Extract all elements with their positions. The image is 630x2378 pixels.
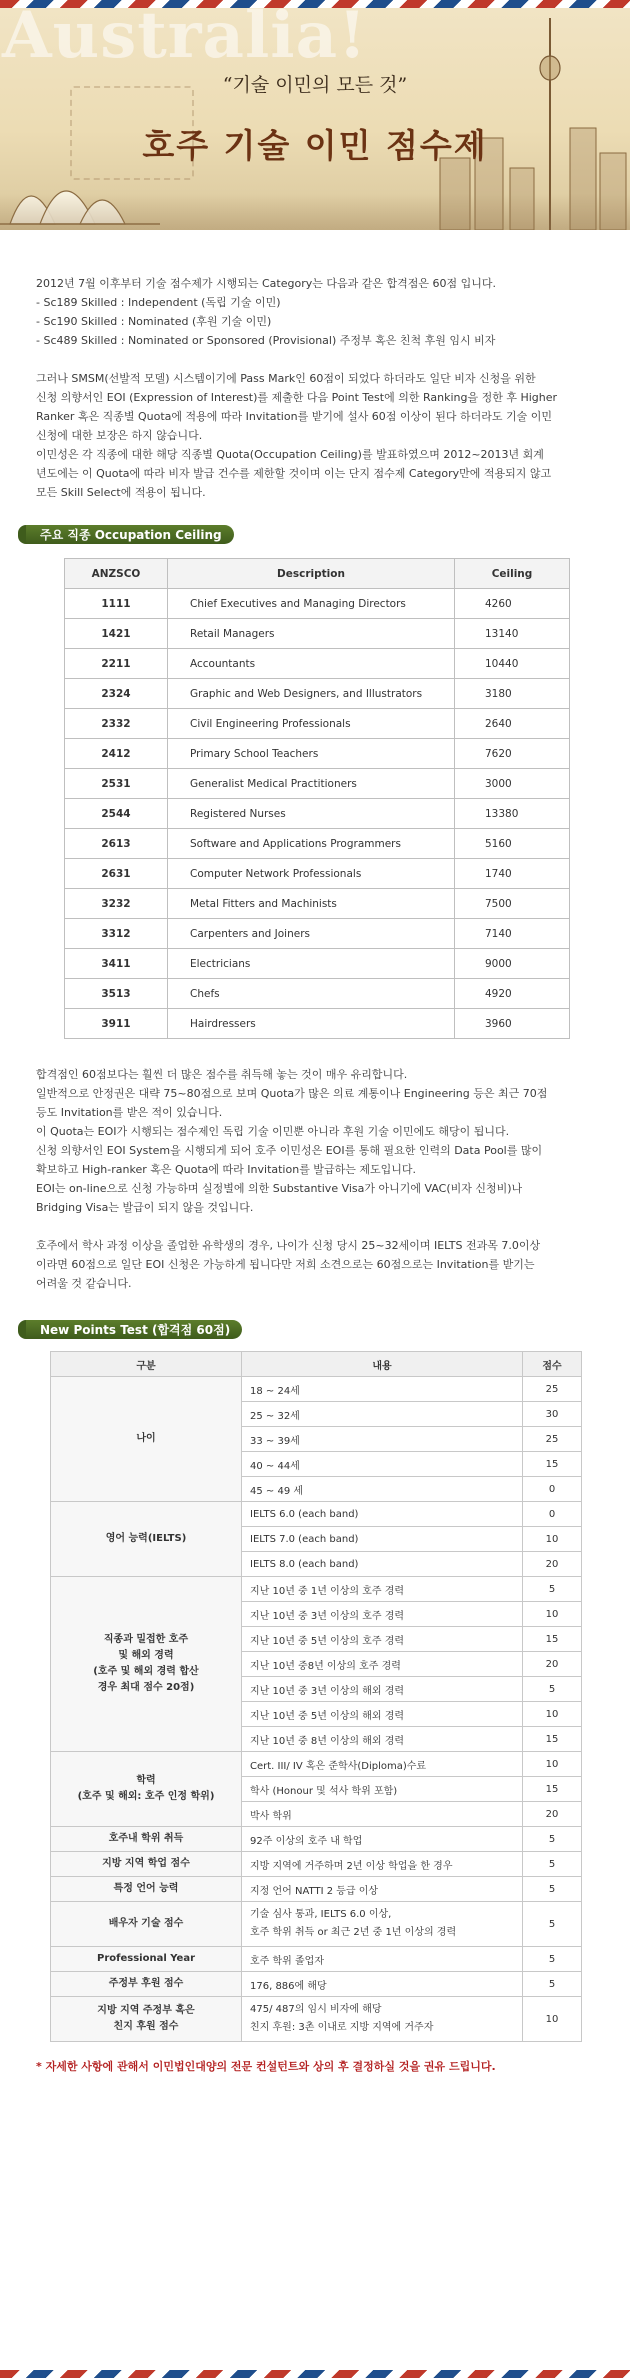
points-value: 10 bbox=[523, 1752, 582, 1777]
points-category: Professional Year bbox=[51, 1947, 242, 1972]
anzsco-code: 1111 bbox=[65, 589, 168, 619]
points-item: 475/ 487의 임시 비자에 해당 친지 후원: 3촌 이내로 지방 지역에 거주자 bbox=[242, 1997, 523, 2042]
points-item: 지정 언어 NATTI 2 등급 이상 bbox=[242, 1877, 523, 1902]
points-value: 15 bbox=[523, 1452, 582, 1477]
points-value: 5 bbox=[523, 1947, 582, 1972]
table-row bbox=[51, 1902, 582, 1947]
ceiling-value: 4260 bbox=[455, 589, 570, 619]
ceiling-value: 9000 bbox=[455, 949, 570, 979]
occupation-description: Electricians bbox=[168, 949, 455, 979]
table-row bbox=[65, 1009, 570, 1039]
ceiling-value: 7500 bbox=[455, 889, 570, 919]
points-item: 33 ~ 39세 bbox=[242, 1427, 523, 1452]
points-value: 0 bbox=[523, 1502, 582, 1527]
points-value: 5 bbox=[523, 1677, 582, 1702]
header-ceiling: Ceiling bbox=[455, 559, 570, 589]
table-header-row bbox=[65, 559, 570, 589]
points-item: 학사 (Honour 및 석사 학위 포함) bbox=[242, 1777, 523, 1802]
points-value: 10 bbox=[523, 1602, 582, 1627]
anzsco-code: 2613 bbox=[65, 829, 168, 859]
points-value: 5 bbox=[523, 1852, 582, 1877]
points-category: 직종과 밀접한 호주 및 해외 경력 (호주 및 해외 경력 합산 경우 최대 점수 20점) bbox=[51, 1577, 242, 1752]
points-value: 0 bbox=[523, 1477, 582, 1502]
points-item: 지난 10년 중 3년 이상의 호주 경력 bbox=[242, 1602, 523, 1627]
text-line: 등도 Invitation를 받은 적이 있습니다. bbox=[36, 1106, 223, 1119]
table-row bbox=[51, 1947, 582, 1972]
anzsco-code: 3513 bbox=[65, 979, 168, 1009]
anzsco-code: 1421 bbox=[65, 619, 168, 649]
text-line: EOI는 on-line으로 신청 가능하며 실정별에 의한 Substantive Visa가 아니기에 VAC(비자 신청비)나 bbox=[36, 1182, 523, 1195]
banner-ground bbox=[0, 194, 630, 230]
points-category: 학력 (호주 및 해외: 호주 인정 학위) bbox=[51, 1752, 242, 1827]
points-item: 92주 이상의 호주 내 학업 bbox=[242, 1827, 523, 1852]
points-item: 지난 10년 중8년 이상의 호주 경력 bbox=[242, 1652, 523, 1677]
points-category: 지방 지역 학업 점수 bbox=[51, 1852, 242, 1877]
table-row bbox=[51, 1997, 582, 2042]
table-row bbox=[65, 919, 570, 949]
table-row bbox=[65, 949, 570, 979]
anzsco-code: 2631 bbox=[65, 859, 168, 889]
ceiling-value: 4920 bbox=[455, 979, 570, 1009]
points-value: 5 bbox=[523, 1577, 582, 1602]
text-line: 이 Quota는 EOI가 시행되는 점수제인 독립 기술 이민뿐 아니라 후원 기술 이민에도 해당이 됩니다. bbox=[36, 1125, 510, 1138]
occupation-description: Accountants bbox=[168, 649, 455, 679]
points-item: 지난 10년 중 3년 이상의 해외 경력 bbox=[242, 1677, 523, 1702]
points-value: 10 bbox=[523, 1997, 582, 2042]
anzsco-code: 2332 bbox=[65, 709, 168, 739]
anzsco-code: 3911 bbox=[65, 1009, 168, 1039]
anzsco-code: 3312 bbox=[65, 919, 168, 949]
ceiling-value: 3180 bbox=[455, 679, 570, 709]
text-line: 이라면 60점으로 일단 EOI 신청은 가능하게 됩니다만 저희 소견으로는 60점으로는 Invitation를 받기는 bbox=[36, 1258, 535, 1271]
anzsco-code: 2531 bbox=[65, 769, 168, 799]
text-line: - Sc489 Skilled : Nominated or Sponsored (Provisional) 주정부 혹은 친척 후원 임시 비자 bbox=[36, 334, 496, 347]
points-item: 18 ~ 24세 bbox=[242, 1377, 523, 1402]
points-value: 10 bbox=[523, 1702, 582, 1727]
occupation-description: Graphic and Web Designers, and Illustrators bbox=[168, 679, 455, 709]
points-value: 10 bbox=[523, 1527, 582, 1552]
occupation-description: Chief Executives and Managing Directors bbox=[168, 589, 455, 619]
ceiling-value: 3960 bbox=[455, 1009, 570, 1039]
header-anzsco: ANZSCO bbox=[65, 559, 168, 589]
anzsco-code: 3411 bbox=[65, 949, 168, 979]
points-item: 기술 심사 통과, IELTS 6.0 이상, 호주 학위 취득 or 최근 2년 중 1년 이상의 경력 bbox=[242, 1902, 523, 1947]
table-row bbox=[65, 889, 570, 919]
table-header-row bbox=[51, 1352, 582, 1377]
page-title: 호주 기술 이민 점수제 bbox=[142, 126, 488, 165]
table-row bbox=[65, 679, 570, 709]
points-item: 호주 학위 졸업자 bbox=[242, 1947, 523, 1972]
table-row bbox=[65, 799, 570, 829]
table-row bbox=[51, 1827, 582, 1852]
points-value: 15 bbox=[523, 1777, 582, 1802]
points-item: IELTS 8.0 (each band) bbox=[242, 1552, 523, 1577]
points-section-title: New Points Test (합격점 60점) bbox=[26, 1320, 242, 1339]
table-row bbox=[51, 1877, 582, 1902]
table-row bbox=[65, 709, 570, 739]
header-description: Description bbox=[168, 559, 455, 589]
table-row bbox=[51, 1577, 582, 1602]
points-item: IELTS 6.0 (each band) bbox=[242, 1502, 523, 1527]
middle-section bbox=[0, 1065, 630, 1293]
occupation-description: Carpenters and Joiners bbox=[168, 919, 455, 949]
occupation-description: Civil Engineering Professionals bbox=[168, 709, 455, 739]
footnote: * 자세한 사항에 관해서 이민법인대양의 전문 컨설턴트와 상의 후 결정하실 것을 권유 드립니다. bbox=[36, 2060, 496, 2073]
points-value: 20 bbox=[523, 1802, 582, 1827]
points-value: 25 bbox=[523, 1427, 582, 1452]
anzsco-code: 2211 bbox=[65, 649, 168, 679]
points-item: 40 ~ 44세 bbox=[242, 1452, 523, 1477]
table-row bbox=[65, 589, 570, 619]
points-value: 20 bbox=[523, 1552, 582, 1577]
points-value: 25 bbox=[523, 1377, 582, 1402]
points-item: 지난 10년 중 1년 이상의 호주 경력 bbox=[242, 1577, 523, 1602]
points-value: 15 bbox=[523, 1727, 582, 1752]
points-category: 주정부 후원 점수 bbox=[51, 1972, 242, 1997]
text-line: 모든 Skill Select에 적용이 됩니다. bbox=[36, 486, 206, 499]
points-value: 5 bbox=[523, 1877, 582, 1902]
points-item: 지방 지역에 거주하며 2년 이상 학업을 한 경우 bbox=[242, 1852, 523, 1877]
points-item: IELTS 7.0 (each band) bbox=[242, 1527, 523, 1552]
table-row bbox=[51, 1972, 582, 1997]
points-category: 특정 언어 능력 bbox=[51, 1877, 242, 1902]
ceiling-value: 3000 bbox=[455, 769, 570, 799]
text-line: 이민성은 각 직종에 대한 해당 직종별 Quota(Occupation Ceiling)를 발표하였으며 2012~2013년 회계 bbox=[36, 448, 544, 461]
occupation-description: Metal Fitters and Machinists bbox=[168, 889, 455, 919]
points-item: 지난 10년 중 5년 이상의 해외 경력 bbox=[242, 1702, 523, 1727]
text-line: 확보하고 High-ranker 혹은 Quota에 따라 Invitation를 발급하는 제도입니다. bbox=[36, 1163, 416, 1176]
table-row bbox=[65, 829, 570, 859]
text-line: 호주에서 학사 과정 이상을 졸업한 유학생의 경우, 나이가 신청 당시 25~32세이며 IELTS 전과목 7.0이상 bbox=[36, 1239, 541, 1252]
ceiling-value: 1740 bbox=[455, 859, 570, 889]
points-value: 5 bbox=[523, 1827, 582, 1852]
points-test-table bbox=[50, 1351, 582, 2042]
points-item: 지난 10년 중 8년 이상의 해외 경력 bbox=[242, 1727, 523, 1752]
banner-tagline: “기술 이민의 모든 것” bbox=[222, 74, 408, 96]
occupation-description: Hairdressers bbox=[168, 1009, 455, 1039]
points-value: 5 bbox=[523, 1972, 582, 1997]
text-line: 년도에는 이 Quota에 따라 비자 발급 건수를 제한할 것이며 이는 단지 점수제 Category만에 적용되지 않고 bbox=[36, 467, 552, 480]
ceiling-value: 13140 bbox=[455, 619, 570, 649]
text-line: 그러나 SMSM(선발적 모델) 시스템이기에 Pass Mark인 60점이 되었다 하더라도 일단 비자 신청을 위한 bbox=[36, 372, 536, 385]
points-value: 5 bbox=[523, 1902, 582, 1947]
table-row bbox=[65, 619, 570, 649]
text-line: - Sc189 Skilled : Independent (독립 기술 이민) bbox=[36, 296, 281, 309]
occupation-ceiling-table bbox=[64, 558, 570, 1039]
points-item: 박사 학위 bbox=[242, 1802, 523, 1827]
points-item: 지난 10년 중 5년 이상의 호주 경력 bbox=[242, 1627, 523, 1652]
table-row bbox=[65, 979, 570, 1009]
text-line: 합격점인 60점보다는 훨씬 더 많은 점수를 취득해 놓는 것이 매우 유리합니다. bbox=[36, 1068, 408, 1081]
text-line: 일반적으로 안정권은 대략 75~80점으로 보며 Quota가 많은 의료 계통이나 Engineering 등은 최근 70점 bbox=[36, 1087, 548, 1100]
text-line: - Sc190 Skilled : Nominated (후원 기술 이민) bbox=[36, 315, 272, 328]
occupation-description: Software and Applications Programmers bbox=[168, 829, 455, 859]
text-line: Ranker 혹은 직종별 Quota에 적용에 따라 Invitation를 받기에 설사 60점 이상이 된다 하더라도 기술 이민 bbox=[36, 410, 553, 423]
ceiling-value: 5160 bbox=[455, 829, 570, 859]
points-item: 25 ~ 32세 bbox=[242, 1402, 523, 1427]
anzsco-code: 3232 bbox=[65, 889, 168, 919]
points-value: 15 bbox=[523, 1627, 582, 1652]
anzsco-code: 2544 bbox=[65, 799, 168, 829]
intro-section bbox=[0, 274, 630, 502]
table-row bbox=[65, 649, 570, 679]
points-category: 지방 지역 주정부 혹은 친지 후원 점수 bbox=[51, 1997, 242, 2042]
text-line: 신청 의향서인 EOI (Expression of Interest)를 제출한 다음 Point Test에 의한 Ranking을 정한 후 Higher bbox=[36, 391, 558, 404]
table-row bbox=[51, 1502, 582, 1527]
occupation-description: Retail Managers bbox=[168, 619, 455, 649]
occupation-description: Chefs bbox=[168, 979, 455, 1009]
points-item: 176, 886에 해당 bbox=[242, 1972, 523, 1997]
anzsco-code: 2412 bbox=[65, 739, 168, 769]
points-category: 배우자 기술 점수 bbox=[51, 1902, 242, 1947]
ceiling-value: 2640 bbox=[455, 709, 570, 739]
airmail-border-top bbox=[0, 0, 630, 8]
ceiling-value: 13380 bbox=[455, 799, 570, 829]
ceiling-value: 7140 bbox=[455, 919, 570, 949]
table-row bbox=[51, 1852, 582, 1877]
points-category: 나이 bbox=[51, 1377, 242, 1502]
table-row bbox=[65, 859, 570, 889]
airmail-border-bottom bbox=[0, 2370, 630, 2378]
table-row bbox=[51, 1752, 582, 1777]
points-value: 30 bbox=[523, 1402, 582, 1427]
text-line: 어려울 것 같습니다. bbox=[36, 1277, 132, 1290]
occupation-description: Computer Network Professionals bbox=[168, 859, 455, 889]
points-category: 영어 능력(IELTS) bbox=[51, 1502, 242, 1577]
points-item: 45 ~ 49 세 bbox=[242, 1477, 523, 1502]
occupation-section-title: 주요 직종 Occupation Ceiling bbox=[26, 525, 234, 544]
text-line: 신청 의향서인 EOI System을 시행되게 되어 호주 이민성은 EOI를 통해 필요한 인력의 Data Pool를 많이 bbox=[36, 1144, 543, 1157]
occupation-description: Generalist Medical Practitioners bbox=[168, 769, 455, 799]
points-value: 20 bbox=[523, 1652, 582, 1677]
table-row bbox=[51, 1377, 582, 1402]
text-line: 2012년 7월 이후부터 기술 점수제가 시행되는 Category는 다음과 같은 합격점은 60점 입니다. bbox=[36, 277, 496, 290]
text-line: Bridging Visa는 발급이 되지 않을 것입니다. bbox=[36, 1201, 254, 1214]
header-content: 내용 bbox=[242, 1352, 523, 1377]
occupation-description: Registered Nurses bbox=[168, 799, 455, 829]
points-category: 호주내 학위 취득 bbox=[51, 1827, 242, 1852]
table-row bbox=[65, 769, 570, 799]
header-points: 점수 bbox=[523, 1352, 582, 1377]
banner-watermark: Australia! bbox=[2, 8, 368, 73]
occupation-description: Primary School Teachers bbox=[168, 739, 455, 769]
hero-banner bbox=[0, 8, 630, 230]
table-row bbox=[65, 739, 570, 769]
ceiling-value: 10440 bbox=[455, 649, 570, 679]
ceiling-value: 7620 bbox=[455, 739, 570, 769]
points-item: Cert. III/ IV 혹은 준학사(Diploma)수료 bbox=[242, 1752, 523, 1777]
text-line: 신청에 대한 보장은 하지 않습니다. bbox=[36, 429, 203, 442]
anzsco-code: 2324 bbox=[65, 679, 168, 709]
header-category: 구분 bbox=[51, 1352, 242, 1377]
